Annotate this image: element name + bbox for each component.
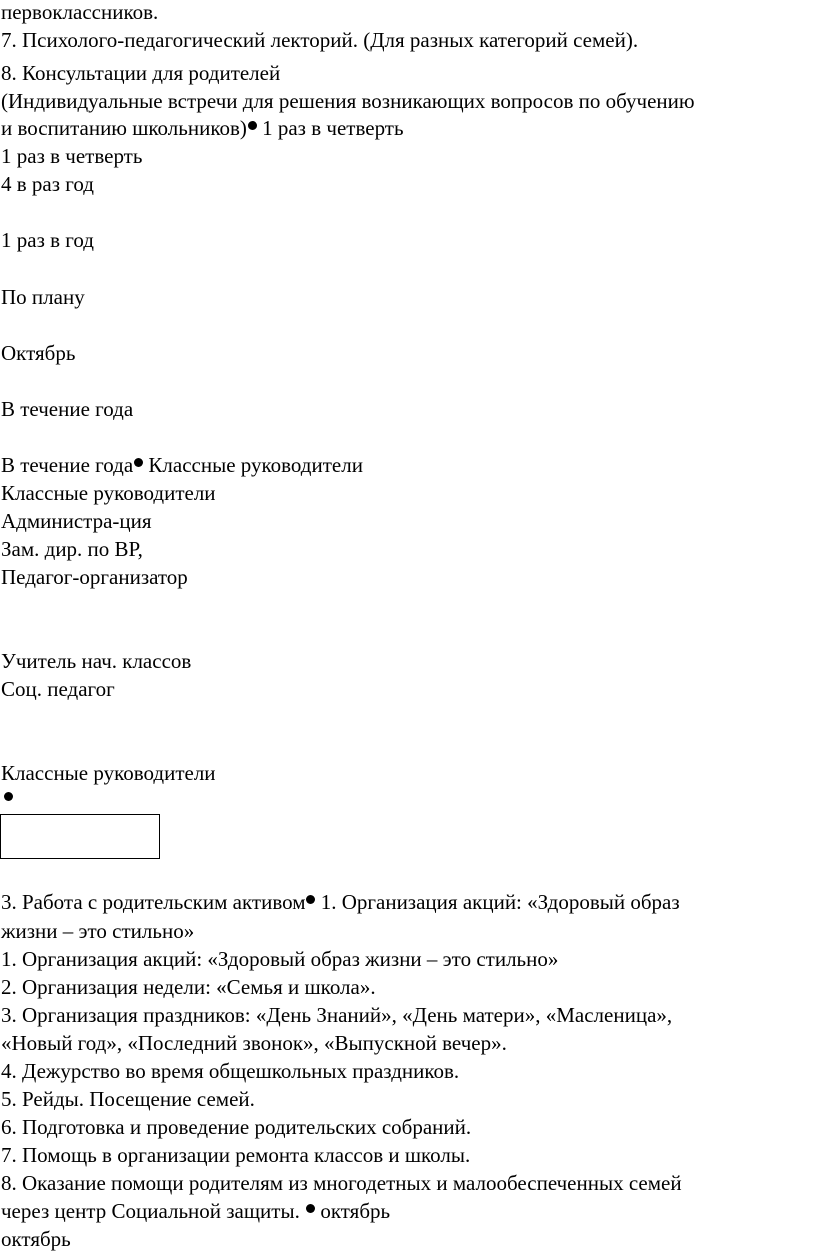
text-line <box>1 171 94 197</box>
line-text: Октябрь <box>1 341 76 365</box>
text-line <box>1 508 152 534</box>
text-line <box>1 88 695 114</box>
bullet-icon <box>134 458 143 467</box>
text-line <box>1 918 194 944</box>
text-line <box>1 786 13 812</box>
text-line <box>1 1142 470 1168</box>
text-line <box>1 340 75 366</box>
line-text: 3. Организация праздников: «День Знаний», «День матери», «Масленица», <box>1 1003 673 1027</box>
line-text: 4 в раз год <box>1 172 94 196</box>
line-text: 6. Подготовка и проведение родительских собраний. <box>1 1115 472 1139</box>
line-text: 5. Рейды. Посещение семей. <box>1 1087 255 1111</box>
text-line <box>1 1030 507 1056</box>
text-line <box>1 115 404 141</box>
line-text: По плану <box>1 285 85 309</box>
line-text: 1 раз в четверть <box>1 144 143 168</box>
line-text: 3. Работа с родительским активом <box>1 890 306 914</box>
text-line <box>1 648 191 674</box>
text-line <box>1 480 216 506</box>
text-line <box>1 536 143 562</box>
line-text: первоклассников. <box>1 0 159 24</box>
text-line <box>1 1198 390 1224</box>
line-text: Классные руководители <box>1 761 216 785</box>
text-line <box>1 452 363 478</box>
line-text: Соц. педагог <box>1 677 115 701</box>
line-text: октябрь <box>1 1227 71 1251</box>
text-line <box>1 1114 471 1140</box>
text-line <box>1 27 638 53</box>
text-line <box>1 760 216 786</box>
line-text: Учитель нач. классов <box>1 649 192 673</box>
line-text: 8. Консультации для родителей <box>1 61 281 85</box>
line-text: жизни – это стильно» <box>1 919 195 943</box>
line-text: 8. Оказание помощи родителям из многодетных и малообеспеченных семей <box>1 1171 682 1195</box>
text-line <box>1 1226 71 1252</box>
line-text: и воспитанию школьников) <box>1 116 247 140</box>
line-text: 1. Организация акций: «Здоровый образ <box>315 890 680 914</box>
line-text: Администра-ция <box>1 509 152 533</box>
text-line <box>1 1002 672 1028</box>
bullet-icon <box>4 792 13 801</box>
text-line <box>1 1086 255 1112</box>
line-text: В течение года <box>1 397 134 421</box>
text-line <box>1 1170 682 1196</box>
line-text: В течение года <box>1 453 134 477</box>
text-line <box>1 676 115 702</box>
line-text: Классные руководители <box>143 453 363 477</box>
line-text: Зам. дир. по ВР, <box>1 537 143 561</box>
bullet-icon <box>248 121 257 130</box>
line-text: «Новый год», «Последний звонок», «Выпускной вечер». <box>1 1031 507 1055</box>
text-line <box>1 60 280 86</box>
text-line <box>1 0 158 25</box>
line-text: 7. Помощь в организации ремонта классов и школы. <box>1 1143 471 1167</box>
line-text: октябрь <box>315 1199 391 1223</box>
text-line <box>1 396 133 422</box>
empty-box <box>0 814 160 859</box>
line-text: (Индивидуальные встречи для решения возникающих вопросов по обучению <box>1 89 695 113</box>
line-text: 2. Организация недели: «Семья и школа». <box>1 975 376 999</box>
text-line <box>1 564 188 590</box>
text-line <box>1 284 85 310</box>
text-line <box>1 1058 459 1084</box>
text-line <box>1 889 680 915</box>
line-text: 1 раз в четверть <box>256 116 404 140</box>
line-text: 1. Организация акций: «Здоровый образ жизни – это стильно» <box>1 947 559 971</box>
text-line <box>1 946 558 972</box>
line-text: через центр Социальной защиты. <box>1 1199 306 1223</box>
line-text: 4. Дежурство во время общешкольных праздников. <box>1 1059 460 1083</box>
text-line <box>1 143 142 169</box>
text-line <box>1 974 376 1000</box>
bullet-icon <box>306 1204 315 1213</box>
line-text: 7. Психолого-педагогический лекторий. (Для разных категорий семей). <box>1 28 639 52</box>
line-text: Классные руководители <box>1 481 216 505</box>
line-text: Педагог-организатор <box>1 565 188 589</box>
line-text: 1 раз в год <box>1 228 94 252</box>
text-line <box>1 227 94 253</box>
